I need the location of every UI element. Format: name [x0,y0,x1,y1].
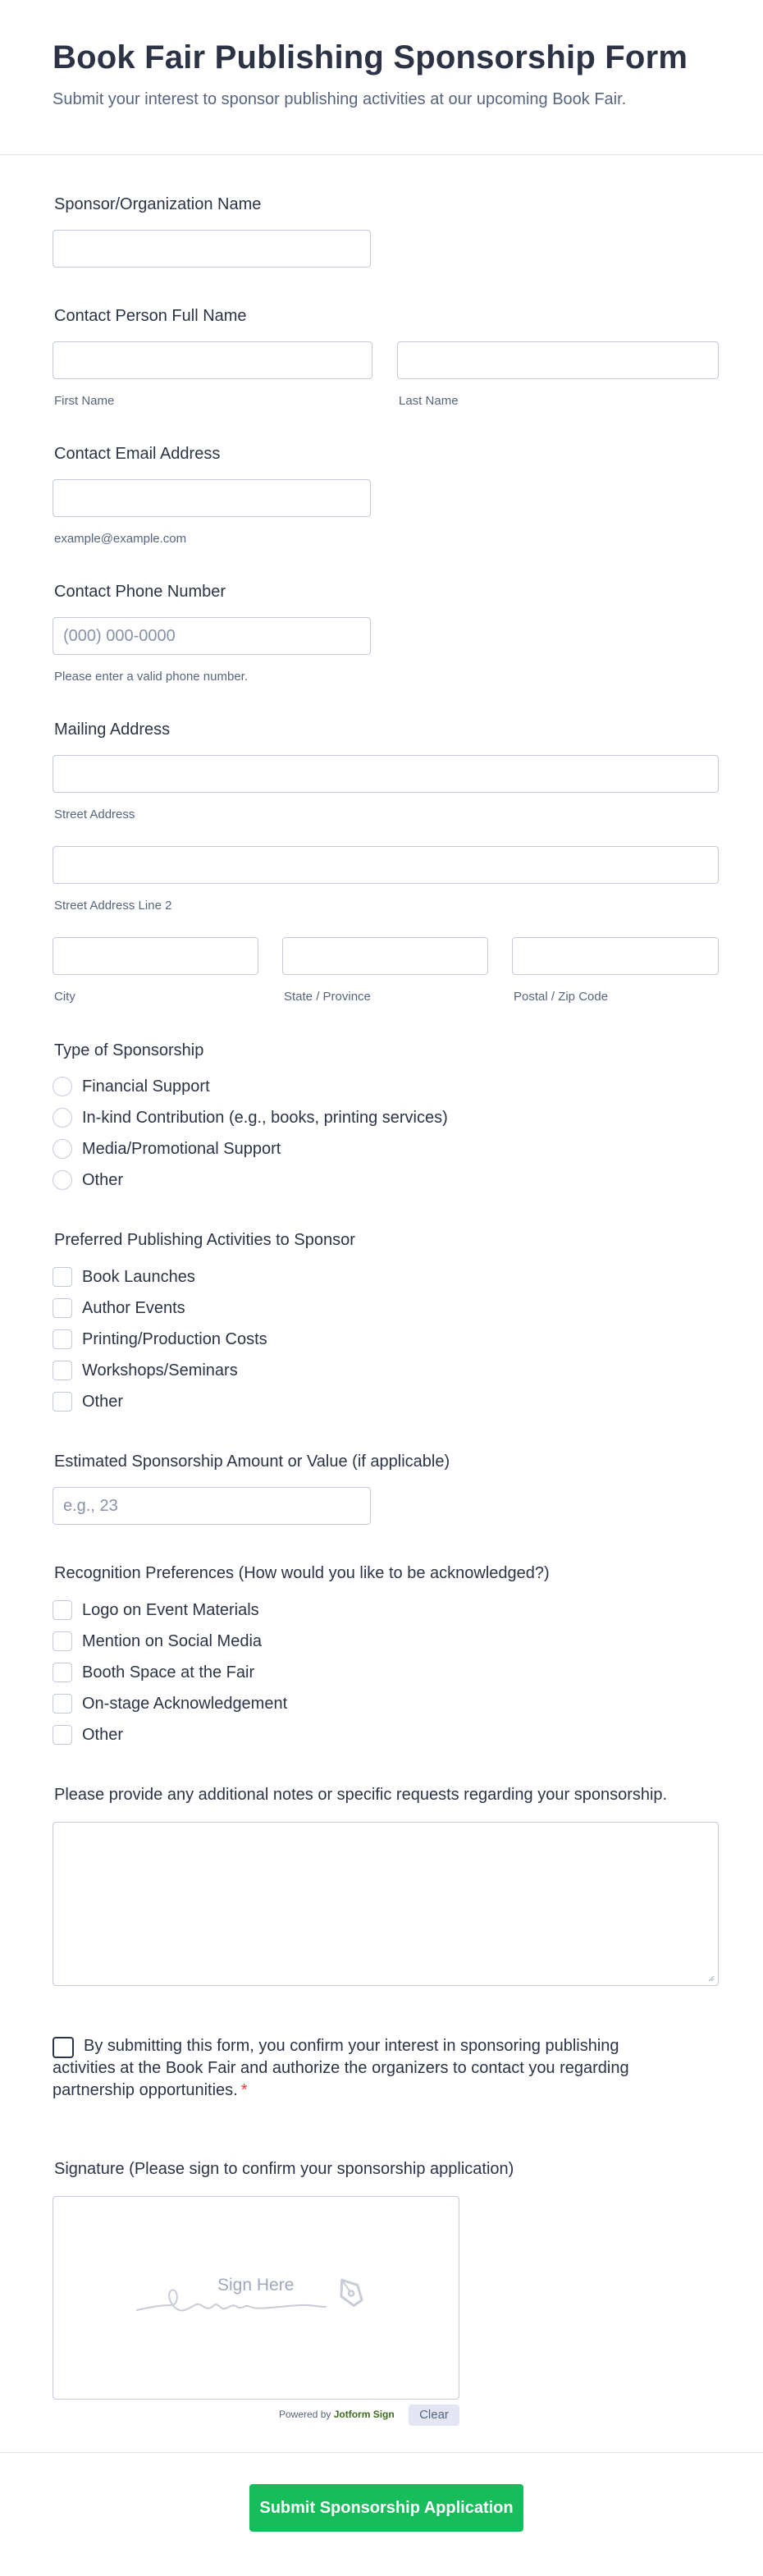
phone-hint: Please enter a valid phone number. [54,670,248,684]
powered-by-text [279,2409,395,2420]
radio-button[interactable] [53,1108,72,1128]
checkbox[interactable] [53,1267,72,1287]
checkbox[interactable] [53,1600,72,1620]
resize-handle-icon[interactable] [706,1974,715,1982]
required-asterisk: * [240,2081,248,2099]
radio-option[interactable] [53,1137,281,1160]
checkbox-option-label: Workshops/Seminars [82,1361,238,1380]
sign-here-hint: Sign Here [217,2276,295,2295]
checkbox-option-label: Mention on Social Media [82,1631,263,1650]
checkbox[interactable] [53,1329,72,1349]
email-hint: example@example.com [54,532,187,546]
checkbox-option-label: Logo on Event Materials [82,1600,259,1619]
street-sublabel: Street Address [54,808,135,821]
checkbox-option-label: On-stage Acknowledgement [82,1694,288,1713]
street-input[interactable] [53,755,719,793]
checkbox-option-label: Booth Space at the Fair [82,1663,255,1681]
consent-statement: By submitting this form, you confirm your interest in sponsoring publishing activities at the Book Fair and authorize the organizers to contact you regarding partnership opportunities. [53,2037,629,2099]
recognition-label: Recognition Preferences (How would you like to be acknowledged?) [54,1564,550,1582]
checkbox-option-label: Author Events [82,1298,185,1317]
checkbox[interactable] [53,1631,72,1651]
form-subtitle: Submit your interest to sponsor publishing activities at our upcoming Book Fair. [53,90,627,108]
powered-by-prefix: Powered by [279,2409,331,2420]
radio-option-label: In-kind Contribution (e.g., books, printing services) [82,1108,448,1127]
checkbox-option-label: Other [82,1725,124,1744]
checkbox[interactable] [53,1694,72,1714]
contact-name-label: Contact Person Full Name [54,307,247,325]
radio-option-label: Financial Support [82,1077,210,1096]
email-input[interactable] [53,479,371,517]
signature-label: Signature (Please sign to confirm your sponsorship application) [54,2160,514,2178]
checkbox-option-label: Printing/Production Costs [82,1329,267,1348]
city-input[interactable] [53,937,258,975]
org-name-input[interactable] [53,230,371,268]
checkbox-option[interactable] [53,1692,287,1715]
state-sublabel: State / Province [284,990,371,1004]
consent-text [53,2035,651,2102]
checkbox[interactable] [53,1392,72,1412]
radio-option[interactable] [53,1106,448,1129]
checkbox[interactable] [53,1298,72,1318]
checkbox-option[interactable] [53,1723,123,1746]
checkbox-option[interactable] [53,1390,123,1413]
zip-input[interactable] [512,937,719,975]
email-label: Contact Email Address [54,445,221,463]
notes-label: Please provide any additional notes or specific requests regarding your sponsorship. [54,1786,668,1804]
city-sublabel: City [54,990,75,1004]
street2-sublabel: Street Address Line 2 [54,899,172,913]
radio-option-label: Media/Promotional Support [82,1139,281,1158]
zip-sublabel: Postal / Zip Code [514,990,609,1004]
pen-nib-icon [332,2274,368,2310]
checkbox[interactable] [53,1725,72,1745]
clear-signature-button[interactable]: Clear [409,2404,459,2426]
amount-input[interactable]: e.g., 23 [53,1487,371,1525]
phone-label: Contact Phone Number [54,583,226,601]
checkbox-option[interactable] [53,1359,238,1382]
checkbox-option[interactable] [53,1630,262,1653]
checkbox-option-label: Book Launches [82,1267,195,1286]
form-title: Book Fair Publishing Sponsorship Form [53,39,688,75]
checkbox-option[interactable] [53,1265,195,1288]
checkbox-option[interactable] [53,1297,185,1320]
radio-button[interactable] [53,1077,72,1096]
checkbox[interactable] [53,1663,72,1682]
checkbox-option[interactable] [53,1599,259,1622]
checkbox-option[interactable] [53,1661,254,1684]
sponsorship-type-label: Type of Sponsorship [54,1041,204,1059]
first-name-sublabel: First Name [54,394,115,408]
phone-input[interactable]: (000) 000-0000 [53,617,371,655]
notes-textarea[interactable] [53,1822,719,1986]
radio-option[interactable] [53,1169,123,1192]
checkbox[interactable] [53,1361,72,1380]
radio-option[interactable] [53,1075,210,1098]
signature-pad[interactable] [53,2196,459,2400]
checkbox-option-label: Other [82,1392,124,1411]
form-header [0,0,763,155]
footer-divider [0,2452,763,2453]
radio-button[interactable] [53,1139,72,1159]
radio-button[interactable] [53,1170,72,1190]
org-name-label: Sponsor/Organization Name [54,195,262,213]
street2-input[interactable] [53,846,719,884]
submit-button[interactable]: Submit Sponsorship Application [249,2484,523,2532]
checkbox-option[interactable] [53,1328,267,1351]
state-input[interactable] [282,937,488,975]
first-name-input[interactable] [53,341,372,379]
jotform-sign-link[interactable]: Jotform Sign [333,2409,395,2420]
amount-label: Estimated Sponsorship Amount or Value (if applicable) [54,1453,450,1471]
activities-label: Preferred Publishing Activities to Sponsor [54,1231,355,1249]
address-label: Mailing Address [54,721,171,739]
last-name-sublabel: Last Name [399,394,459,408]
last-name-input[interactable] [397,341,719,379]
radio-option-label: Other [82,1170,124,1189]
